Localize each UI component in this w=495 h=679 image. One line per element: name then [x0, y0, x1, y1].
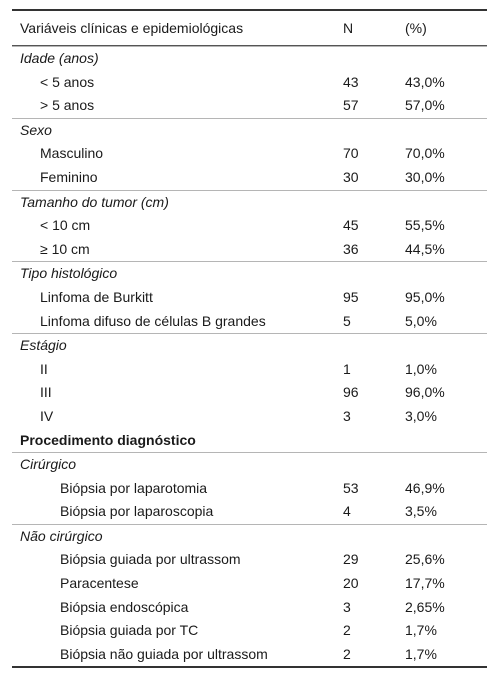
row-label: > 5 anos — [40, 97, 95, 114]
row-percent-value: 2,65% — [405, 598, 445, 615]
row-label: ≥ 10 cm — [40, 240, 90, 257]
row-label: III — [40, 384, 52, 401]
table-row — [12, 619, 487, 643]
row-n-value: 45 — [343, 217, 359, 234]
table-row — [12, 643, 487, 667]
row-n-value: 4 — [343, 503, 351, 520]
row-label: Sexo — [20, 121, 52, 138]
row-percent-value: 1,0% — [405, 360, 437, 377]
row-label: Biópsia guiada por ultrassom — [60, 551, 241, 568]
row-n-value: 57 — [343, 97, 359, 114]
table-row — [12, 381, 487, 405]
table-row — [12, 500, 487, 524]
group-heading-row — [12, 190, 487, 215]
table-row — [12, 596, 487, 620]
row-n-value: 43 — [343, 73, 359, 90]
row-percent-value: 43,0% — [405, 73, 445, 90]
row-n-value: 53 — [343, 479, 359, 496]
row-label: Feminino — [40, 168, 98, 185]
table-bottom-rule — [12, 666, 487, 668]
row-n-value: 95 — [343, 288, 359, 305]
row-n-value: 2 — [343, 622, 351, 639]
row-n-value: 70 — [343, 145, 359, 162]
row-label: Tipo histológico — [20, 265, 118, 282]
group-heading-row — [12, 452, 487, 477]
row-label: Masculino — [40, 145, 104, 162]
row-percent-value: 70,0% — [405, 145, 445, 162]
table-row — [12, 238, 487, 262]
row-label: Linfoma difuso de células B grandes — [40, 312, 266, 329]
row-n-value: 29 — [343, 551, 359, 568]
group-heading-row — [12, 333, 487, 358]
table-row — [12, 94, 487, 118]
row-label: Biópsia endoscópica — [60, 598, 189, 615]
table-row — [12, 166, 487, 190]
row-percent-value: 95,0% — [405, 288, 445, 305]
column-header-percent: (%) — [405, 20, 427, 36]
row-label: Idade (anos) — [20, 50, 99, 66]
row-n-value: 3 — [343, 407, 351, 424]
row-percent-value: 3,5% — [405, 503, 437, 520]
row-n-value: 96 — [343, 384, 359, 401]
row-label: Procedimento diagnóstico — [20, 431, 196, 448]
row-percent-value: 5,0% — [405, 312, 437, 329]
row-label: Paracentese — [60, 575, 139, 592]
row-percent-value: 57,0% — [405, 97, 445, 114]
section-heading-row — [12, 429, 487, 453]
table-row — [12, 548, 487, 572]
table-row — [12, 405, 487, 429]
row-percent-value: 1,7% — [405, 622, 437, 639]
row-label: IV — [40, 407, 54, 424]
table-body — [12, 46, 487, 666]
table-row — [12, 142, 487, 166]
row-n-value: 5 — [343, 312, 351, 329]
row-label: < 10 cm — [40, 217, 91, 234]
table-row — [12, 310, 487, 334]
row-percent-value: 1,7% — [405, 645, 437, 662]
row-percent-value: 55,5% — [405, 217, 445, 234]
row-label: Não cirúrgico — [20, 527, 103, 544]
row-percent-value: 25,6% — [405, 551, 445, 568]
table-row — [12, 286, 487, 310]
column-header-variables: Variáveis clínicas e epidemiológicas — [20, 20, 244, 36]
row-n-value: 20 — [343, 575, 359, 592]
table-row — [12, 214, 487, 238]
row-label: Biópsia guiada por TC — [60, 622, 199, 639]
table-header-row — [12, 11, 487, 45]
row-label: Cirúrgico — [20, 456, 77, 473]
row-n-value: 1 — [343, 360, 351, 377]
table-row — [12, 477, 487, 501]
row-percent-value: 46,9% — [405, 479, 445, 496]
row-n-value: 36 — [343, 240, 359, 257]
table-row — [12, 572, 487, 596]
row-label: Estágio — [20, 337, 67, 354]
column-header-n: N — [343, 20, 354, 36]
row-n-value: 2 — [343, 645, 351, 662]
row-percent-value: 3,0% — [405, 407, 437, 424]
row-percent-value: 96,0% — [405, 384, 445, 401]
group-heading-row — [12, 524, 487, 549]
row-label: < 5 anos — [40, 73, 95, 90]
row-percent-value: 30,0% — [405, 168, 445, 185]
row-n-value: 30 — [343, 168, 359, 185]
row-percent-value: 44,5% — [405, 240, 445, 257]
row-label: Linfoma de Burkitt — [40, 288, 153, 305]
table-row — [12, 71, 487, 95]
row-label: Biópsia não guiada por ultrassom — [60, 645, 268, 662]
row-label: Biópsia por laparotomia — [60, 479, 208, 496]
table-row — [12, 358, 487, 382]
clinical-table — [12, 9, 487, 668]
group-heading-row — [12, 46, 487, 71]
group-heading-row — [12, 118, 487, 143]
row-percent-value: 17,7% — [405, 575, 445, 592]
group-heading-row — [12, 261, 487, 286]
row-label: Biópsia por laparoscopia — [60, 503, 214, 520]
row-n-value: 3 — [343, 598, 351, 615]
row-label: Tamanho do tumor (cm) — [20, 193, 169, 210]
row-label: II — [40, 360, 48, 377]
